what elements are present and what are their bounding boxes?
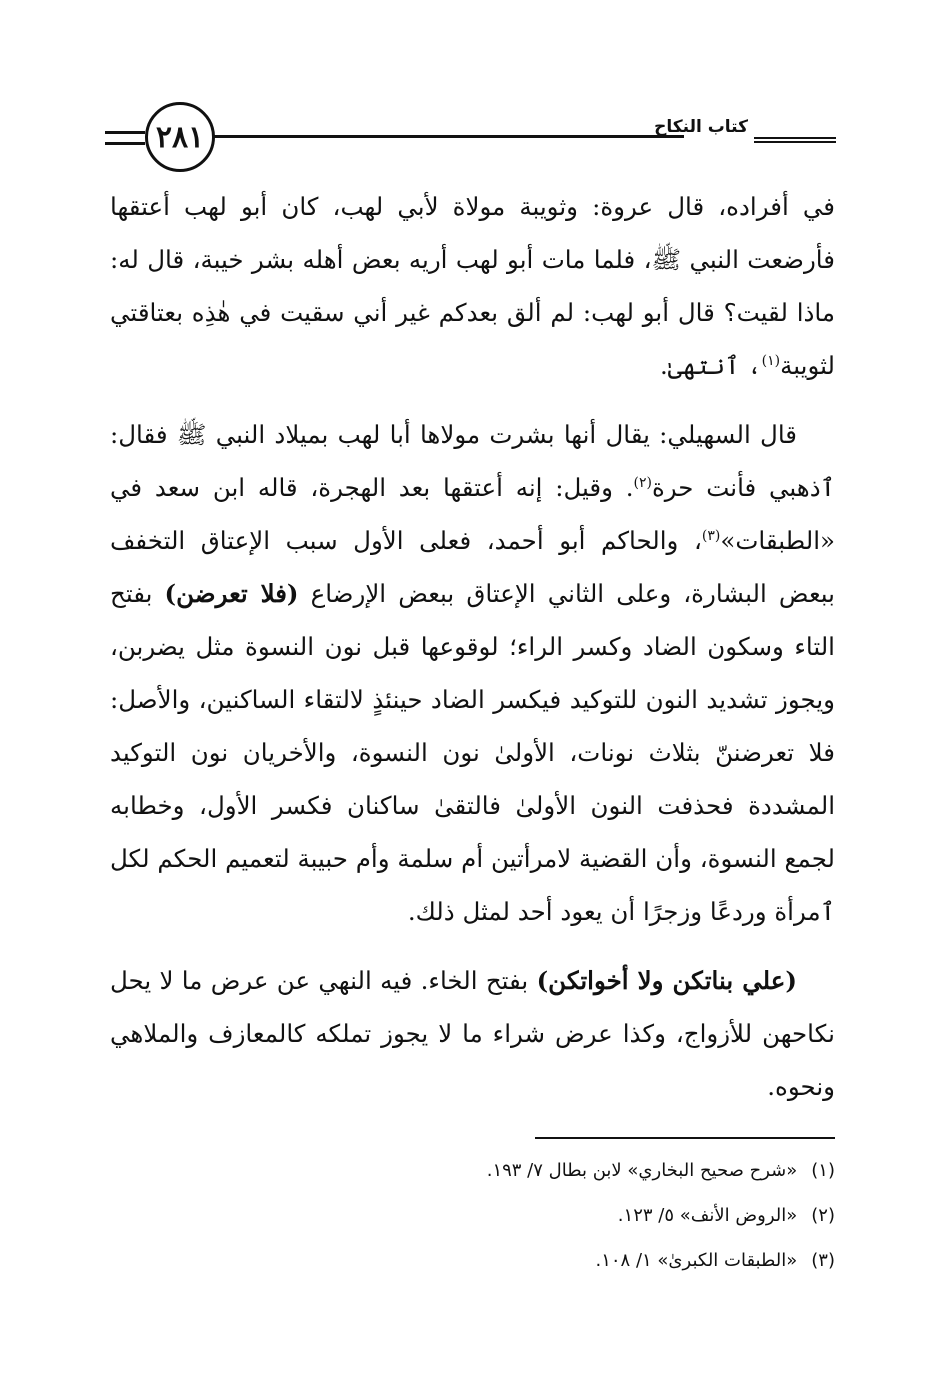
page-header [105, 95, 836, 185]
footnote-ref-1[interactable]: (١) [761, 352, 781, 369]
header-rule-middle [205, 135, 684, 138]
paragraph-2-text-c: ، والحاكم أبو أحمد، فعلى الأول سبب الإعتاق التخفف ببعض البشارة، وعلى الثاني الإعتاق ببعض الإرضاع [110, 526, 835, 608]
running-title: كتاب النكاح [654, 117, 748, 137]
footnote-2 [110, 1193, 835, 1238]
footnote-1 [110, 1148, 835, 1193]
header-rule-left [105, 131, 145, 145]
footnote-number: (١) [811, 1160, 835, 1181]
footnote-text: «الطبقات الكبرىٰ» ١/ ١٠٨. [595, 1250, 798, 1271]
paragraph-1-end: ، ٱنتهىٰ. [659, 351, 762, 380]
main-text [110, 180, 835, 1129]
paragraph-1-text: في أفراده، قال عروة: وثويبة مولاة لأبي لهب، كان أبو لهب أعتقها فأرضعت النبي ﷺ، فلما مات أبو لهب أريه بعض أهله بشر خيبة، قال له: ماذا لقيت؟ قال أبو لهب: لم ألق بعدكم غير أني سقيت في هٰذِه بعتاقتي لثويبة [110, 192, 835, 380]
bold-term-banatikunna: (علي بناتكن ولا أخواتكن) [536, 966, 797, 995]
page-number: ٢٨١ [145, 102, 215, 172]
paragraph-1 [110, 180, 835, 392]
bold-term-fala-taaridna: (فلا تعرضن) [164, 579, 299, 608]
paragraph-3-text: بفتح الخاء. فيه النهي عن عرض ما لا يحل نكاحهن للأزواج، وكذا عرض شراء ما لا يجوز تملكه كالمعازف والملاهي ونحوه. [110, 966, 835, 1101]
header-rule-right [754, 137, 836, 143]
footnote-text: «الروض الأنف» ٥/ ١٢٣. [617, 1205, 798, 1226]
paragraph-2-text-a: قال السهيلي: يقال أنها بشرت مولاها أبا لهب بميلاد النبي ﷺ فقال: ٱذهبي فأنت حرة [110, 420, 835, 502]
footnotes [110, 1148, 835, 1283]
footnote-ref-3[interactable]: (٣) [701, 527, 721, 544]
paragraph-3 [110, 954, 835, 1113]
footnote-3 [110, 1238, 835, 1283]
footnote-number: (٢) [811, 1205, 835, 1226]
footnote-number: (٣) [811, 1250, 835, 1271]
paragraph-2-text-b: . وقيل: إنه أعتقها بعد الهجرة، قاله ابن سعد في «الطبقات» [110, 473, 835, 555]
paragraph-2-text-d: بفتح التاء وسكون الضاد وكسر الراء؛ لوقوعها قبل نون النسوة مثل يضربن، ويجوز تشديد النون للتوكيد فيكسر الضاد حينئذٍ لالتقاء الساكنين، والأصل: فلا تعرضننّ بثلاث نونات، الأولىٰ نون النسوة، والأخريان نون التوكيد المشددة فحذفت النون الأولىٰ فالتقىٰ ساكنان فكسر الأول، وخطابه لجمع النسوة، وأن القضية لامرأتين أم سلمة وأم حبيبة لتعميم الحكم لكل ٱمرأة وردعًا وزجرًا أن يعود أحد لمثل ذلك. [110, 579, 835, 926]
footnote-text: «شرح صحيح البخاري» لابن بطال ٧/ ١٩٣. [486, 1160, 798, 1181]
paragraph-2 [110, 408, 835, 938]
footnote-separator [535, 1137, 835, 1139]
footnote-ref-2[interactable]: (٢) [633, 474, 652, 491]
